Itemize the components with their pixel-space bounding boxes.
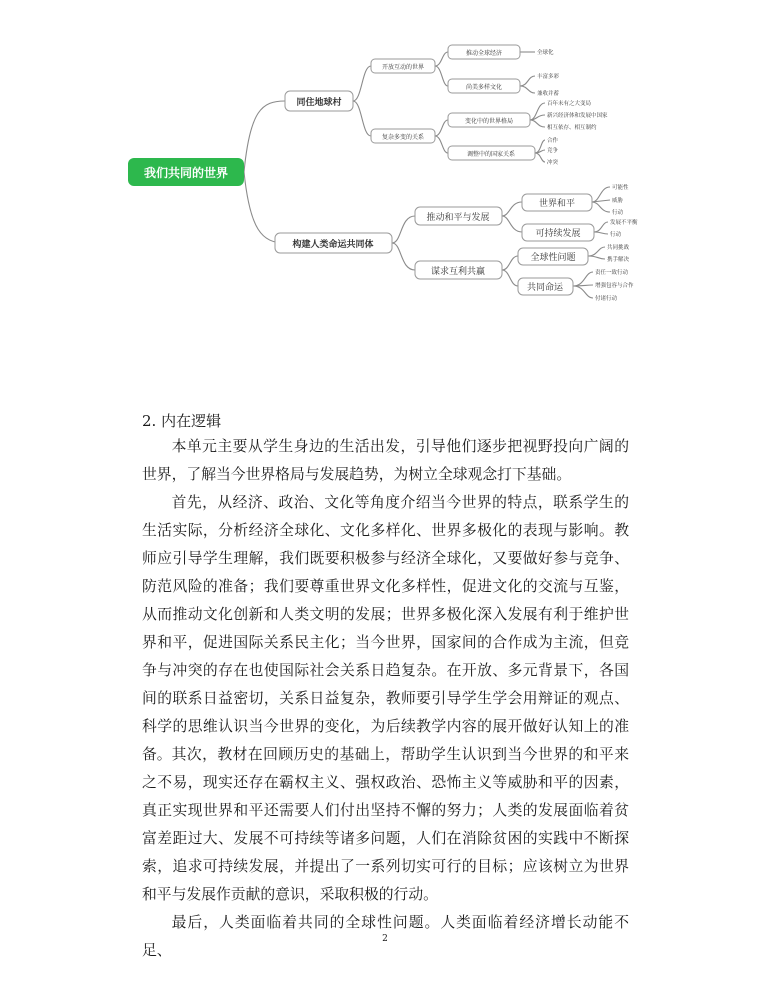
branch-label: 同住地球村 [296, 98, 342, 108]
leaf-label: 丰富多彩 [537, 74, 560, 80]
subtopic-label: 世界和平 [538, 199, 576, 209]
mind-map [0, 0, 770, 330]
subtopic-label: 调整中的国家关系 [466, 151, 516, 158]
paragraph: 本单元主要从学生身边的生活出发，引导他们逐步把视野投向广阔的世界，了解当今世界格局与发展趋势，为树立全球观念打下基础。 [142, 438, 629, 483]
branch-node [285, 91, 353, 111]
leaf-label: 行动 [612, 210, 624, 216]
leaf-labels [537, 48, 608, 166]
root-node [128, 158, 244, 186]
topic-label: 开放互动的世界 [381, 64, 425, 71]
leaf-label: 威胁 [612, 198, 624, 204]
topic-label: 推动和平与发展 [426, 213, 490, 223]
subtopic-label: 变化中的世界格局 [464, 118, 514, 125]
subtopic-node [522, 194, 592, 211]
leaf-label: 竞争 [547, 148, 559, 154]
branch-node [275, 233, 392, 253]
leaf-label: 全球化 [537, 50, 554, 56]
subtopic-node [448, 113, 530, 127]
leaf-label: 新兴经济体和发展中国家 [547, 113, 608, 119]
leaf-label: 共同挑战 [607, 245, 630, 251]
subtopic-node [518, 278, 573, 295]
paragraph: 最后，人类面临着共同的全球性问题。人类面临着经济增长动能不足、 [142, 914, 629, 959]
leaf-label: 兼收并蓄 [537, 91, 560, 97]
topic-node [415, 261, 502, 279]
subtopic-node [518, 248, 588, 265]
subtopic-label: 全球性问题 [530, 253, 576, 263]
leaf-label: 可能性 [612, 185, 629, 191]
root-label: 我们共同的世界 [143, 166, 229, 180]
leaf-label: 携手解决 [607, 257, 630, 263]
branch-label: 构建人类命运共同体 [292, 240, 374, 250]
subtopic-node [448, 45, 520, 59]
subtopic-label: 可持续发展 [535, 229, 581, 239]
subtopic-node [448, 79, 520, 93]
leaf-label: 责任一致行动 [595, 270, 629, 276]
subtopic-label: 共同命运 [526, 283, 564, 293]
leaf-label: 百年未有之大变局 [547, 101, 592, 107]
leaf-label: 付诸行动 [595, 296, 618, 302]
leaf-label: 相互依存、相互制约 [547, 125, 597, 131]
leaf-label: 增强包容与合作 [595, 283, 634, 289]
leaf-label: 合作 [547, 138, 559, 144]
subtopic-label: 推动全球经济 [465, 50, 503, 57]
topic-node [415, 207, 502, 225]
leaf-label: 发展不平衡 [610, 220, 638, 226]
paragraph: 首先，从经济、政治、文化等角度介绍当今世界的特点，联系学生的生活实际，分析经济全球化、文化多样化、世界多极化的表现与影响。教师应引导学生理解，我们既要积极参与经济全球化，又要做好参与竞争、防范风险的准备；我们要尊重世界文化多样性，促进文化的交流与互鉴，从而推动文化创新和人类文明的发展；世界多极化深入发展有利于维护世界和平，促进国际关系民主化；当今世界，国家间的合作成为主流，但竞争与冲突的存在也使国际社会关系日趋复杂。在开放、多元背景下，各国间的联系日益密切，关系日益复杂，教师要引导学生学会用辩证的观点、科学的思维认识当今世界的变化，为后续教学内容的展开做好认知上的准备。 [142, 494, 629, 763]
paragraph: 其次，教材在回顾历史的基础上，帮助学生认识到当今世界的和平来之不易，现实还存在霸权主义、强权政治、恐怖主义等威胁和平的因素，真正实现世界和平还需要人们付出坚持不懈的努力；人类的发展面临着贫富差距过大、发展不可持续等诸多问题，人们在消除贫困的实践中不断探索，追求可持续发展，并提出了一系列切实可行的目标；应该树立为世界和平与发展作贡献的意识，采取积极的行动。 [142, 746, 629, 903]
topic-label: 谋求互利共赢 [430, 267, 486, 277]
topic-node [371, 59, 435, 73]
topic-node [371, 129, 435, 143]
page-number: 2 [382, 934, 388, 944]
section-heading: 2. 内在逻辑 [142, 412, 222, 430]
subtopic-label: 尚美多样文化 [465, 84, 503, 91]
leaf-label: 冲突 [547, 160, 559, 166]
leaf-label: 行动 [610, 232, 622, 238]
subtopic-node [448, 146, 535, 160]
subtopic-node [522, 224, 594, 241]
topic-label: 复杂多变的关系 [381, 134, 425, 141]
